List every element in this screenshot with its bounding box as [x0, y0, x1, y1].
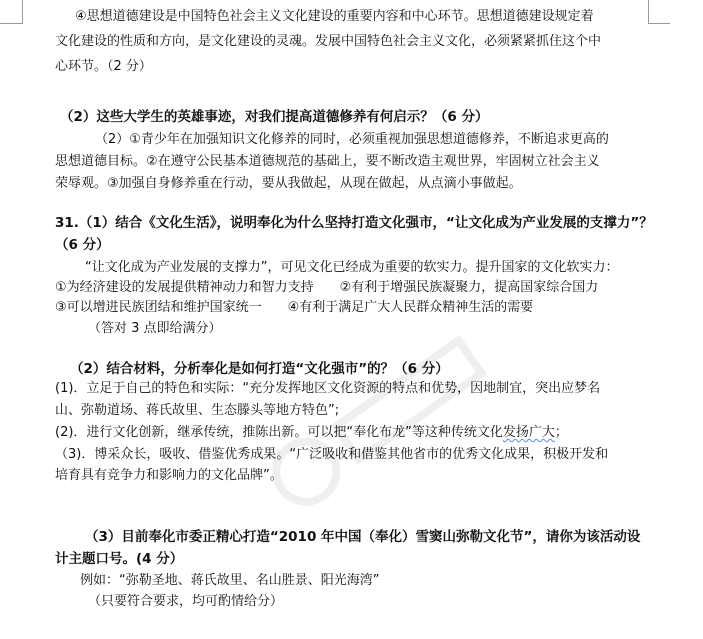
- question-title: （2）结合材料，分析奉化是如何打造“文化强市”的？（6 分）: [70, 361, 449, 377]
- question-title: （3）目前奉化市委正精心打造“2010 年中国（奉化）雪窦山弥勒文化节”，请你为该活动设: [85, 529, 641, 545]
- answer-text: (2)．进行文化创新，继承传统，推陈出新。可以把“奉化布龙”等这种传统文化: [55, 425, 503, 440]
- crop-mark-right: [648, 0, 649, 24]
- crop-mark-right-h: [648, 23, 670, 24]
- answer-note: （答对 3 点即给满分）: [88, 321, 222, 336]
- question-title: 31.（1）结合《文化生活》，说明奉化为什么坚持打造文化强市，“让文化成为产业发展的支撑力”？: [55, 215, 653, 231]
- answer-line: “让文化成为产业发展的支撑力”，可见文化已经成为重要的软实力。提升国家的文化软实力：: [85, 260, 619, 275]
- crop-mark-left: [22, 0, 23, 24]
- spellcheck-underline-text: 发扬广大: [502, 425, 555, 440]
- crop-mark-left-h: [0, 23, 22, 24]
- question-title: （6 分）: [55, 237, 110, 253]
- answer-line: [55, 424, 568, 442]
- answer-line: ③可以增进民族团结和维护国家统一 ④有利于满足广大人民群众精神生活的需要: [55, 300, 534, 315]
- answer-note: （只要符合要求，均可酌情给分）: [88, 594, 284, 609]
- answer-text: ；: [554, 425, 568, 440]
- answer-line: （2）①青少年在加强知识文化修养的同时，必须重视加强思想道德修养，不断追求更高的: [95, 132, 609, 147]
- answer-line: （3)．博采众长，吸收、借鉴优秀成果。“广泛吸收和借鉴其他省市的优秀文化成果，积极开发和: [55, 447, 609, 462]
- answer-line: 培育具有竞争力和影响力的文化品牌”。: [55, 468, 283, 483]
- answer-line: 例如：“弥勒圣地、蒋氏故里、名山胜景、阳光海湾”: [80, 573, 380, 588]
- answer-line: (1)．立足于自己的特色和实际：“充分发挥地区文化资源的特点和优势，因地制宜，突出应梦名: [55, 381, 601, 396]
- text-line: 心环节。（2 分）: [55, 59, 152, 74]
- question-title: （2）这些大学生的英雄事迹，对我们提高道德修养有何启示？（6 分）: [60, 109, 489, 125]
- answer-line: 思想道德目标。②在遵守公民基本道德规范的基础上，要不断改造主观世界，牢固树立社会主义: [55, 154, 600, 169]
- answer-line: 荣辱观。③加强自身修养重在行动，要从我做起，从现在做起，从点滴小事做起。: [55, 176, 522, 191]
- answer-line: 山、弥勒道场、蒋氏故里、生态滕头等地方特色”;: [55, 403, 340, 418]
- text-line: ④思想道德建设是中国特色社会主义文化建设的重要内容和中心环节。思想道德建设规定着: [75, 9, 594, 24]
- text-line: 文化建设的性质和方向，是文化建设的灵魂。发展中国特色社会主义文化，必须紧紧抓住这个中: [55, 34, 602, 49]
- watermark-graphic: [239, 296, 521, 543]
- question-title: 计主题口号。(4 分）: [55, 551, 184, 567]
- answer-line: ①为经济建设的发展提供精神动力和智力支持 ②有利于增强民族凝聚力，提高国家综合国力: [55, 280, 599, 295]
